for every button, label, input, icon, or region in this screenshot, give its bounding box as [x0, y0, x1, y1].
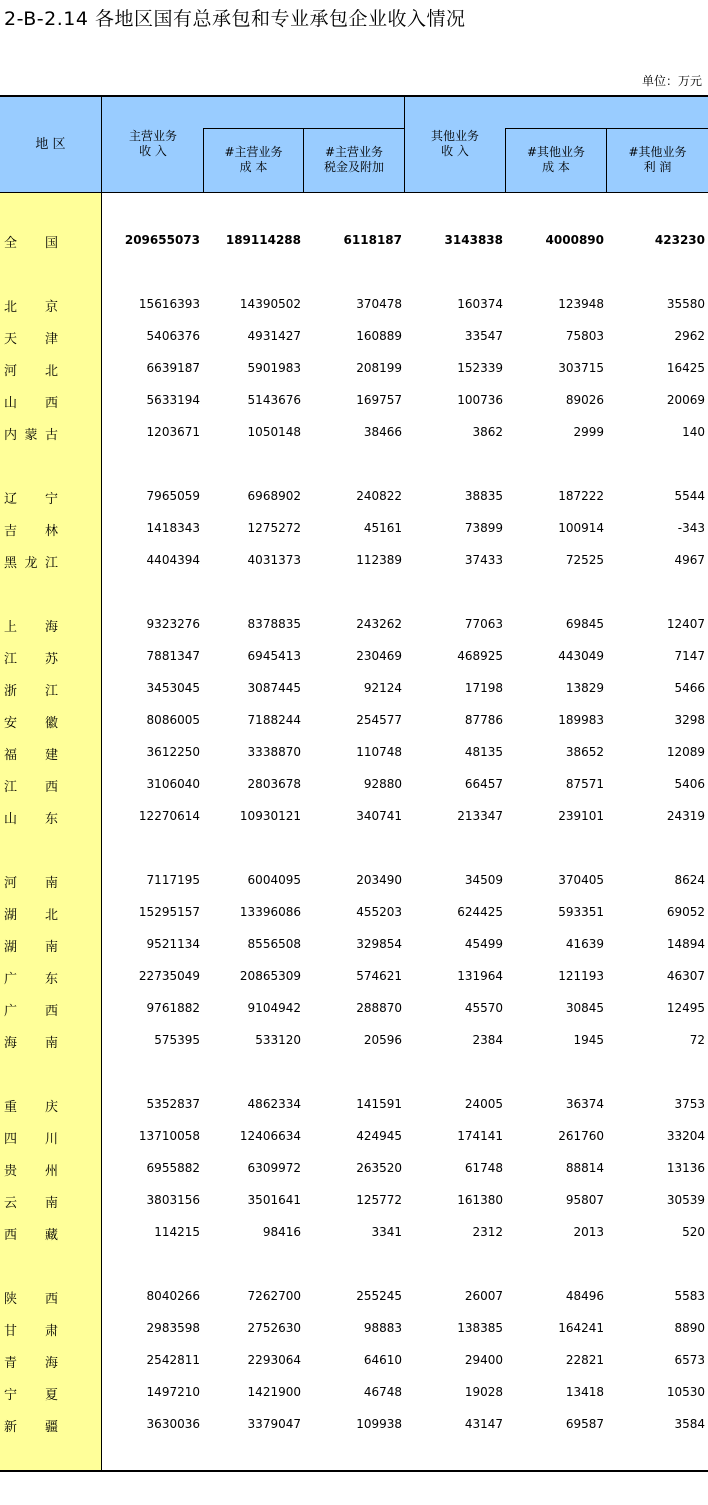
- region-name: 甘 肃: [4, 1324, 58, 1339]
- table-cell: 4862334: [247, 1097, 301, 1111]
- table-cell: 3803156: [146, 1193, 200, 1207]
- table-cell: 100914: [558, 521, 604, 535]
- table-cell: 370405: [558, 873, 604, 887]
- table-cell: 2983598: [146, 1321, 200, 1335]
- table-cell: 69845: [565, 617, 604, 631]
- table-cell: 140: [682, 425, 705, 439]
- table-cell: 121193: [558, 969, 604, 983]
- table-top-border: [0, 95, 708, 97]
- header-divider-main: [203, 128, 405, 129]
- table-cell: 3379047: [247, 1417, 301, 1431]
- table-cell: 1418343: [146, 521, 200, 535]
- region-name: 广 东: [4, 972, 58, 987]
- table-cell: 1203671: [146, 425, 200, 439]
- table-cell: 1050148: [247, 425, 301, 439]
- table-cell: 45499: [464, 937, 503, 951]
- table-cell: 164241: [558, 1321, 604, 1335]
- region-name: 河 北: [4, 364, 58, 379]
- table-cell: 8086005: [146, 713, 200, 727]
- table-cell: 169757: [356, 393, 402, 407]
- table-cell: 5901983: [247, 361, 301, 375]
- table-cell: 9761882: [146, 1001, 200, 1015]
- table-cell: 138385: [457, 1321, 503, 1335]
- table-cell: 123948: [558, 297, 604, 311]
- table-cell: 45161: [363, 521, 402, 535]
- table-cell: 6955882: [146, 1161, 200, 1175]
- table-bottom-border: [0, 1470, 708, 1472]
- region-name: 山 东: [4, 812, 58, 827]
- table-cell: 14894: [666, 937, 705, 951]
- region-name: 内 蒙 古: [4, 428, 58, 443]
- header-region: 地 区: [35, 137, 66, 152]
- table-cell: 303715: [558, 361, 604, 375]
- region-name: 青 海: [4, 1356, 58, 1371]
- table-cell: 8378835: [247, 617, 301, 631]
- table-cell: 203490: [356, 873, 402, 887]
- table-cell: 3341: [371, 1225, 402, 1239]
- table-cell: 455203: [356, 905, 402, 919]
- table-cell: 12407: [666, 617, 705, 631]
- table-cell: 340741: [356, 809, 402, 823]
- table-cell: 575395: [154, 1033, 200, 1047]
- table-cell: 574621: [356, 969, 402, 983]
- table-cell: 424945: [356, 1129, 402, 1143]
- table-cell: 141591: [356, 1097, 402, 1111]
- table-cell: 2312: [472, 1225, 503, 1239]
- table-cell: 6968902: [247, 489, 301, 503]
- table-cell: 4931427: [247, 329, 301, 343]
- table-cell: 7262700: [247, 1289, 301, 1303]
- table-cell: 34509: [464, 873, 503, 887]
- table-cell: 87571: [565, 777, 604, 791]
- table-cell: 160889: [356, 329, 402, 343]
- table-cell: 7881347: [146, 649, 200, 663]
- table-cell: 187222: [558, 489, 604, 503]
- table-cell: 1945: [573, 1033, 604, 1047]
- table-cell: 3453045: [146, 681, 200, 695]
- region-name: 天 津: [4, 332, 58, 347]
- table-cell: 10930121: [239, 809, 301, 823]
- table-cell: 22735049: [138, 969, 200, 983]
- table-cell: 9104942: [247, 1001, 301, 1015]
- region-name: 山 西: [4, 396, 58, 411]
- table-cell: 100736: [457, 393, 503, 407]
- table-cell: 7188244: [247, 713, 301, 727]
- table-cell: 1421900: [247, 1385, 301, 1399]
- table-cell: 98416: [262, 1225, 301, 1239]
- region-name: 湖 南: [4, 940, 58, 955]
- table-cell: 24319: [666, 809, 705, 823]
- header-other-income: 其他业务 收 入: [430, 129, 479, 158]
- page-title: 2-B-2.14 各地区国有总承包和专业承包企业收入情况: [4, 8, 466, 30]
- table-cell: 64610: [363, 1353, 402, 1367]
- table-cell: 3612250: [146, 745, 200, 759]
- table-cell: 2013: [573, 1225, 604, 1239]
- table-cell: 33204: [666, 1129, 705, 1143]
- table-cell: -343: [677, 521, 705, 535]
- table-cell: 443049: [558, 649, 604, 663]
- table-cell: 255245: [356, 1289, 402, 1303]
- table-cell: 13829: [565, 681, 604, 695]
- table-cell: 243262: [356, 617, 402, 631]
- table-cell: 29400: [464, 1353, 503, 1367]
- table-cell: 160374: [457, 297, 503, 311]
- table-cell: 2962: [674, 329, 705, 343]
- table-cell: 254577: [356, 713, 402, 727]
- table-cell: 3106040: [146, 777, 200, 791]
- table-cell: 6639187: [146, 361, 200, 375]
- table-cell: 3143838: [444, 233, 503, 247]
- table-cell: 9521134: [146, 937, 200, 951]
- table-cell: 6309972: [247, 1161, 301, 1175]
- header-bottom-border: [0, 192, 708, 193]
- table-cell: 38466: [363, 425, 402, 439]
- table-cell: 98883: [363, 1321, 402, 1335]
- table-cell: 72: [689, 1033, 705, 1047]
- table-cell: 36374: [565, 1097, 604, 1111]
- table-cell: 92124: [363, 681, 402, 695]
- table-cell: 6004095: [247, 873, 301, 887]
- table-cell: 6118187: [343, 233, 402, 247]
- table-cell: 20069: [666, 393, 705, 407]
- table-cell: 12270614: [138, 809, 200, 823]
- table-cell: 30539: [666, 1193, 705, 1207]
- table-cell: 20596: [363, 1033, 402, 1047]
- table-cell: 69052: [666, 905, 705, 919]
- table-cell: 208199: [356, 361, 402, 375]
- table-cell: 61748: [464, 1161, 503, 1175]
- table-cell: 95807: [565, 1193, 604, 1207]
- table-cell: 593351: [558, 905, 604, 919]
- table-cell: 2293064: [247, 1353, 301, 1367]
- table-cell: 73899: [464, 521, 503, 535]
- table-cell: 10530: [666, 1385, 705, 1399]
- table-cell: 1275272: [247, 521, 301, 535]
- region-name: 四 川: [4, 1132, 58, 1147]
- table-cell: 13136: [666, 1161, 705, 1175]
- table-cell: 5406: [674, 777, 705, 791]
- table-cell: 38835: [464, 489, 503, 503]
- table-cell: 92880: [363, 777, 402, 791]
- table-cell: 41639: [565, 937, 604, 951]
- table-cell: 6573: [674, 1353, 705, 1367]
- table-cell: 261760: [558, 1129, 604, 1143]
- table-cell: 33547: [464, 329, 503, 343]
- table-cell: 87786: [464, 713, 503, 727]
- table-cell: 15616393: [138, 297, 200, 311]
- table-cell: 19028: [464, 1385, 503, 1399]
- header-other-profit: #其他业务 利 润: [628, 145, 687, 174]
- table-cell: 5143676: [247, 393, 301, 407]
- region-name: 浙 江: [4, 684, 58, 699]
- table-cell: 30845: [565, 1001, 604, 1015]
- table-cell: 209655073: [124, 233, 200, 247]
- header-main-tax: #主营业务 税金及附加: [323, 145, 384, 174]
- region-name: 河 南: [4, 876, 58, 891]
- region-name: 全 国: [4, 236, 58, 251]
- table-cell: 240822: [356, 489, 402, 503]
- table-cell: 213347: [457, 809, 503, 823]
- table-cell: 5352837: [146, 1097, 200, 1111]
- table-cell: 45570: [464, 1001, 503, 1015]
- table-cell: 13396086: [239, 905, 301, 919]
- region-name: 上 海: [4, 620, 58, 635]
- table-cell: 13418: [565, 1385, 604, 1399]
- region-name: 云 南: [4, 1196, 58, 1211]
- table-cell: 423230: [654, 233, 705, 247]
- table-cell: 69587: [565, 1417, 604, 1431]
- table-cell: 2542811: [146, 1353, 200, 1367]
- region-name: 新 疆: [4, 1420, 58, 1435]
- table-cell: 3087445: [247, 681, 301, 695]
- table-cell: 520: [682, 1225, 705, 1239]
- table-cell: 288870: [356, 1001, 402, 1015]
- table-cell: 3753: [674, 1097, 705, 1111]
- header-other-cost: #其他业务 成 本: [526, 145, 586, 174]
- table-cell: 8040266: [146, 1289, 200, 1303]
- region-name: 贵 州: [4, 1164, 58, 1179]
- table-cell: 48496: [565, 1289, 604, 1303]
- region-name: 西 藏: [4, 1228, 58, 1243]
- table-cell: 239101: [558, 809, 604, 823]
- table-cell: 5544: [674, 489, 705, 503]
- table-cell: 2803678: [247, 777, 301, 791]
- table-cell: 8890: [674, 1321, 705, 1335]
- table-cell: 131964: [457, 969, 503, 983]
- header-main-income: 主营业务 收 入: [128, 129, 177, 158]
- table-cell: 8556508: [247, 937, 301, 951]
- table-cell: 75803: [565, 329, 604, 343]
- table-cell: 15295157: [138, 905, 200, 919]
- region-name: 宁 夏: [4, 1388, 58, 1403]
- unit-label: 单位：万元: [641, 74, 702, 88]
- table-cell: 4000890: [545, 233, 604, 247]
- table-cell: 7117195: [146, 873, 200, 887]
- table-cell: 3298: [674, 713, 705, 727]
- table-cell: 3862: [472, 425, 503, 439]
- region-name: 重 庆: [4, 1100, 58, 1115]
- table-cell: 88814: [565, 1161, 604, 1175]
- region-name: 黑 龙 江: [4, 556, 58, 571]
- table-cell: 26007: [464, 1289, 503, 1303]
- table-cell: 17198: [464, 681, 503, 695]
- table-cell: 6945413: [247, 649, 301, 663]
- region-name: 辽 宁: [4, 492, 58, 507]
- region-name: 江 苏: [4, 652, 58, 667]
- table-cell: 7147: [674, 649, 705, 663]
- table-cell: 12089: [666, 745, 705, 759]
- table-cell: 7965059: [146, 489, 200, 503]
- table-cell: 5466: [674, 681, 705, 695]
- table-cell: 109938: [356, 1417, 402, 1431]
- region-name: 海 南: [4, 1036, 58, 1051]
- table-cell: 4967: [674, 553, 705, 567]
- table-cell: 3338870: [247, 745, 301, 759]
- table-cell: 112389: [356, 553, 402, 567]
- region-name: 江 西: [4, 780, 58, 795]
- table-cell: 14390502: [239, 297, 301, 311]
- table-cell: 46307: [666, 969, 705, 983]
- table-cell: 2999: [573, 425, 604, 439]
- table-cell: 20865309: [239, 969, 301, 983]
- table-cell: 2752630: [247, 1321, 301, 1335]
- region-name: 北 京: [4, 300, 58, 315]
- table-cell: 230469: [356, 649, 402, 663]
- table-cell: 4404394: [146, 553, 200, 567]
- table-cell: 3501641: [247, 1193, 301, 1207]
- table-cell: 263520: [356, 1161, 402, 1175]
- table-cell: 329854: [356, 937, 402, 951]
- region-name: 安 徽: [4, 716, 58, 731]
- header-main-cost: #主营业务 成 本: [224, 145, 283, 174]
- table-cell: 5406376: [146, 329, 200, 343]
- table-cell: 12495: [666, 1001, 705, 1015]
- region-name: 湖 北: [4, 908, 58, 923]
- table-cell: 72525: [565, 553, 604, 567]
- table-cell: 5633194: [146, 393, 200, 407]
- table-cell: 189983: [558, 713, 604, 727]
- table-cell: 9323276: [146, 617, 200, 631]
- table-cell: 161380: [457, 1193, 503, 1207]
- table-cell: 89026: [565, 393, 604, 407]
- table-cell: 8624: [674, 873, 705, 887]
- table-cell: 16425: [666, 361, 705, 375]
- table-cell: 5583: [674, 1289, 705, 1303]
- table-cell: 46748: [363, 1385, 402, 1399]
- table-cell: 125772: [356, 1193, 402, 1207]
- table-cell: 3630036: [146, 1417, 200, 1431]
- table-cell: 35580: [666, 297, 705, 311]
- region-name: 福 建: [4, 748, 58, 763]
- table-cell: 37433: [464, 553, 503, 567]
- region-column-band: [0, 193, 101, 1471]
- region-name: 广 西: [4, 1004, 58, 1019]
- table-cell: 3584: [674, 1417, 705, 1431]
- region-name: 吉 林: [4, 524, 58, 539]
- region-name: 陕 西: [4, 1292, 58, 1307]
- table-cell: 624425: [457, 905, 503, 919]
- table-cell: 38652: [565, 745, 604, 759]
- table-cell: 2384: [472, 1033, 503, 1047]
- table-cell: 12406634: [239, 1129, 301, 1143]
- table-cell: 22821: [565, 1353, 604, 1367]
- table-cell: 77063: [464, 617, 503, 631]
- table-cell: 533120: [255, 1033, 301, 1047]
- table-cell: 4031373: [247, 553, 301, 567]
- table-cell: 43147: [464, 1417, 503, 1431]
- table-cell: 114215: [154, 1225, 200, 1239]
- table-cell: 1497210: [146, 1385, 200, 1399]
- table-cell: 13710058: [138, 1129, 200, 1143]
- table-cell: 152339: [457, 361, 503, 375]
- table-cell: 468925: [457, 649, 503, 663]
- table-cell: 48135: [464, 745, 503, 759]
- table-cell: 189114288: [225, 233, 301, 247]
- table-cell: 24005: [464, 1097, 503, 1111]
- table-cell: 66457: [464, 777, 503, 791]
- table-cell: 370478: [356, 297, 402, 311]
- table-cell: 110748: [356, 745, 402, 759]
- table-cell: 174141: [457, 1129, 503, 1143]
